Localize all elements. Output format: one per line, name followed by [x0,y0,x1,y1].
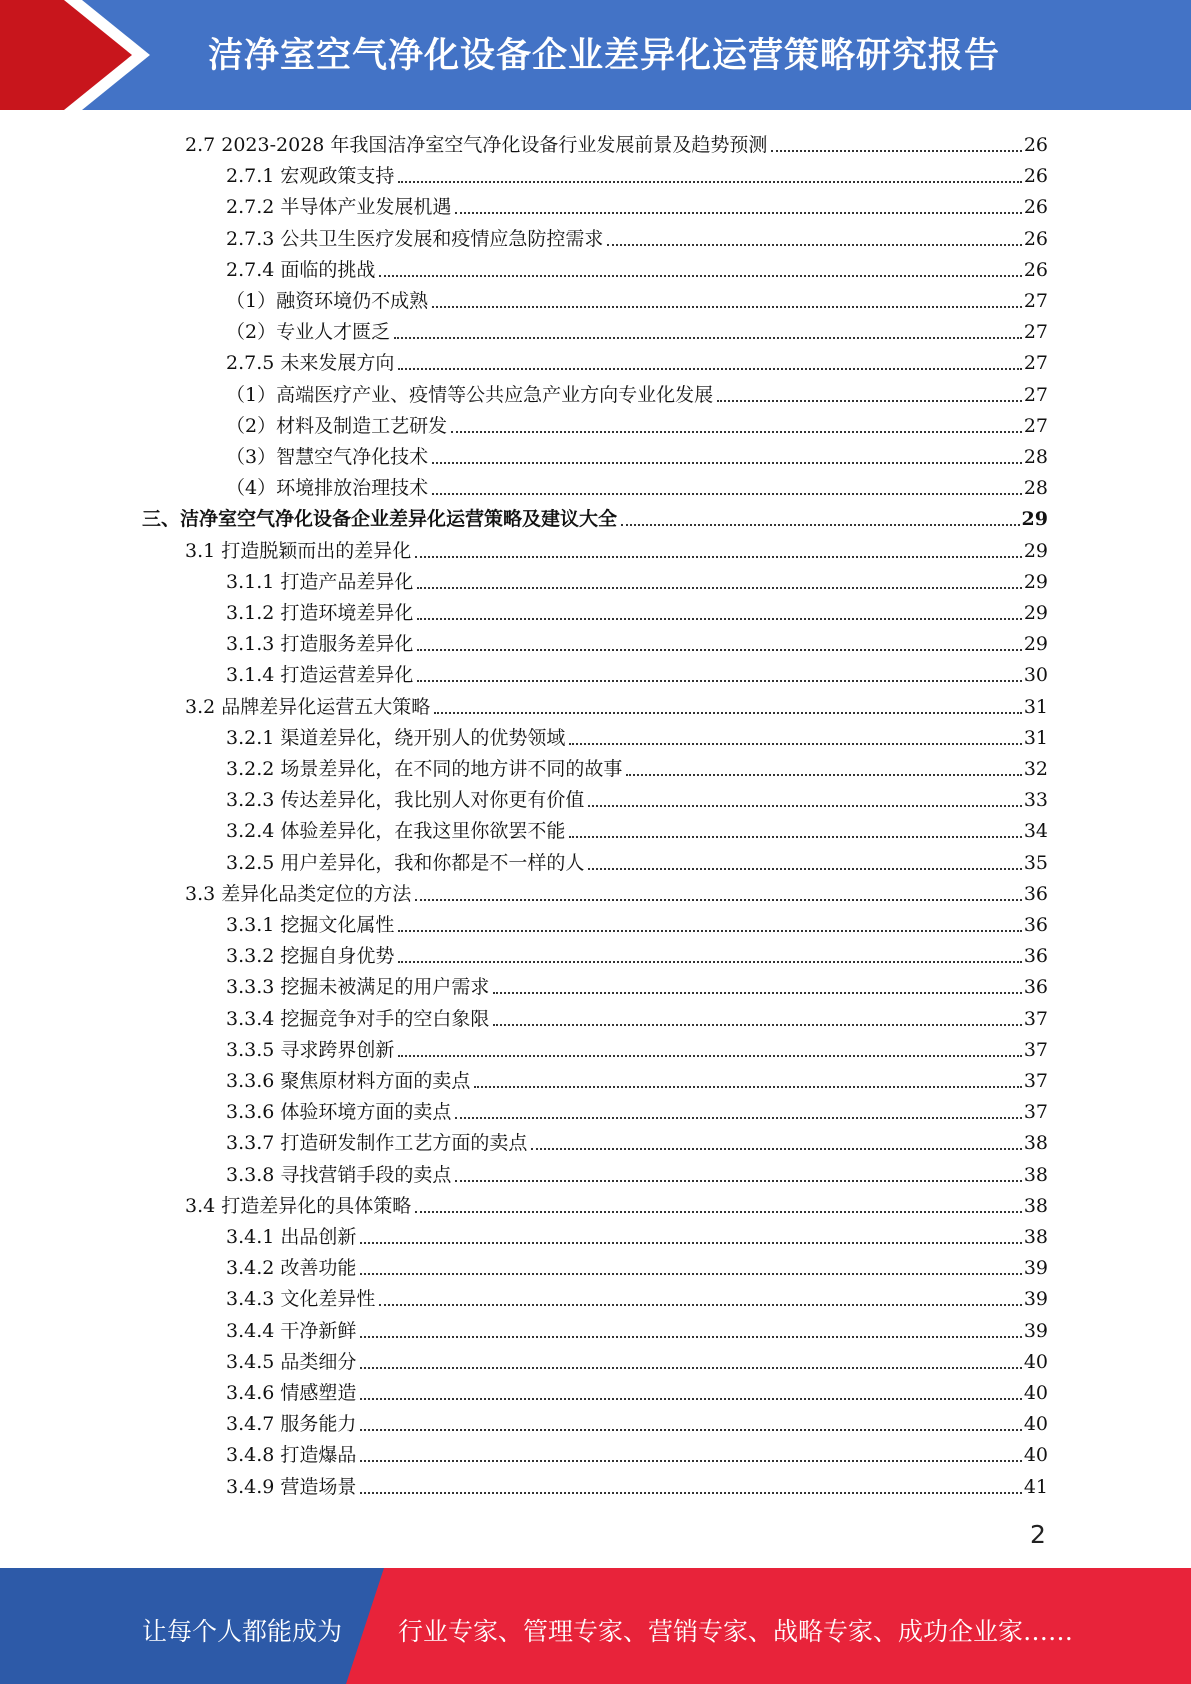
toc-dot-leader [398,960,1021,963]
toc-entry-page: 39 [1023,1288,1048,1311]
toc-entry-label: （2）材料及制造工艺研发 [226,414,448,437]
toc-entry-label: 3.4.8 打造爆品 [226,1444,357,1467]
toc-entry[interactable] [226,251,1048,282]
toc-entry[interactable] [226,1312,1048,1343]
toc-entry-label: 3.2.4 体验差异化，在我这里你欲罢不能 [226,820,566,843]
toc-entry-label: 三、洁净室空气净化设备企业差异化运营策略及建议大全 [142,508,618,531]
toc-entry-label: 3.3.1 挖掘文化属性 [226,914,395,936]
toc-entry[interactable] [226,1062,1048,1093]
toc-entry-label: （1）高端医疗产业、疫情等公共应急产业方向专业化发展 [226,383,714,406]
toc-entry-page: 29 [1023,570,1048,593]
toc-entry-label: 3.2 品牌差异化运营五大策略 [185,695,431,718]
toc-entry[interactable] [226,937,1048,968]
toc-entry[interactable] [226,220,1048,251]
toc-dot-leader [415,898,1022,901]
toc-entry-page: 29 [1021,508,1048,531]
toc-entry-label: 3.4.2 改善功能 [226,1257,357,1280]
toc-entry-page: 27 [1023,383,1048,406]
toc-entry[interactable] [226,157,1048,188]
toc-dot-leader [432,492,1022,495]
toc-entry-page: 38 [1023,1194,1048,1217]
toc-entry[interactable] [185,126,1048,157]
toc-entry-label: 2.7.5 未来发展方向 [226,352,395,375]
toc-entry-label: 3.3.3 挖掘未被满足的用户需求 [226,976,490,999]
toc-entry-page: 28 [1023,446,1048,468]
toc-entry-page: 40 [1023,1382,1048,1404]
toc-dot-leader [417,617,1021,620]
toc-dot-leader [432,305,1022,308]
toc-entry-label: 2.7 2023-2028 年我国洁净室空气净化设备行业发展前景及趋势预测 [185,134,768,156]
toc-dot-leader [379,1303,1021,1306]
toc-dot-leader [717,399,1022,402]
toc-entry[interactable] [226,376,1048,407]
toc-entry-page: 37 [1023,1101,1048,1124]
toc-dot-leader [607,243,1021,246]
toc-entry[interactable] [226,844,1048,875]
report-title: 洁净室空气净化设备企业差异化运营策略研究报告 [208,36,1001,76]
toc-entry-label: 3.4.3 文化差异性 [226,1288,376,1311]
toc-entry-label: 3.3.7 打造研发制作工艺方面的卖点 [226,1132,528,1155]
toc-entry[interactable] [226,1405,1048,1436]
toc-dot-leader [360,1335,1021,1338]
toc-dot-leader [398,1054,1021,1057]
toc-entry-page: 36 [1023,914,1048,936]
toc-entry[interactable] [226,750,1048,781]
toc-entry[interactable] [226,313,1048,344]
toc-entry-label: 3.1.3 打造服务差异化 [226,633,414,656]
toc-entry-page: 26 [1023,134,1048,156]
toc-dot-leader [360,1428,1021,1431]
toc-entry[interactable] [226,563,1048,594]
toc-entry-page: 27 [1023,414,1048,437]
toc-entry-page: 27 [1023,352,1048,375]
toc-entry-label: 3.2.2 场景差异化，在不同的地方讲不同的故事 [226,758,623,780]
toc-entry-label: （4）环境排放治理技术 [226,477,429,500]
toc-entry-label: 3.3.6 体验环境方面的卖点 [226,1101,452,1124]
toc-entry-label: （1）融资环境仍不成熟 [226,290,429,312]
toc-entry[interactable] [226,719,1048,750]
toc-dot-leader [417,648,1021,651]
toc-entry-label: 3.2.3 传达差异化，我比别人对你更有价值 [226,789,585,812]
toc-dot-leader [455,211,1021,214]
toc-entry-label: （3）智慧空气净化技术 [226,446,429,468]
toc-entry[interactable] [226,1093,1048,1124]
toc-entry-label: 3.4.4 干净新鲜 [226,1319,357,1342]
toc-dot-leader [451,430,1022,433]
toc-entry-page: 26 [1023,258,1048,281]
toc-entry-label: 3.3.4 挖掘竞争对手的空白象限 [226,1007,490,1030]
toc-entry-page: 31 [1023,726,1048,749]
toc-entry-label: 3.1.2 打造环境差异化 [226,602,414,624]
toc-entry-page: 27 [1023,321,1048,344]
toc-entry-page: 37 [1023,1038,1048,1061]
toc-entry-page: 26 [1023,196,1048,219]
toc-entry-page: 26 [1023,165,1048,188]
toc-entry[interactable] [226,1436,1048,1467]
toc-entry[interactable] [226,1156,1048,1187]
toc-entry-label: 3.3 差异化品类定位的方法 [185,882,412,905]
toc-entry-page: 32 [1023,758,1048,780]
toc-entry[interactable] [226,1218,1048,1249]
toc-entry-label: 3.3.8 寻找营销手段的卖点 [226,1163,452,1186]
toc-entry-page: 29 [1023,633,1048,656]
toc-dot-leader [771,149,1021,152]
toc-dot-leader [455,1116,1021,1119]
toc-entry-page: 28 [1023,477,1048,500]
toc-entry[interactable] [226,906,1048,937]
toc-dot-leader [569,835,1021,838]
toc-entry[interactable] [185,875,1048,906]
toc-entry-page: 36 [1023,945,1048,968]
toc-entry-label: （2）专业人才匮乏 [226,321,391,344]
toc-entry[interactable] [226,188,1048,219]
toc-dot-leader [398,367,1021,370]
toc-dot-leader [455,1179,1021,1182]
toc-entry[interactable] [226,1000,1048,1031]
toc-entry-label: 3.1 打造脱颖而出的差异化 [185,539,412,562]
toc-entry-page: 38 [1023,1132,1048,1155]
toc-entry-page: 30 [1023,664,1048,687]
toc-entry-label: 3.3.2 挖掘自身优势 [226,945,395,968]
toc-dot-leader [474,1085,1021,1088]
toc-entry[interactable] [226,282,1048,313]
toc-entry[interactable] [226,656,1048,687]
toc-entry-page: 38 [1023,1163,1048,1186]
toc-entry[interactable] [226,1468,1048,1499]
toc-entry[interactable] [226,1249,1048,1280]
toc-dot-leader [394,336,1022,339]
toc-entry-label: 3.3.6 聚焦原材料方面的卖点 [226,1070,471,1092]
toc-entry-label: 3.2.5 用户差异化，我和你都是不一样的人 [226,851,585,874]
toc-entry[interactable] [185,1187,1048,1218]
toc-dot-leader [398,929,1021,932]
footer-slogan: 让每个人都能成为 [142,1617,343,1646]
toc-entry[interactable] [185,688,1048,719]
toc-dot-leader [398,180,1021,183]
toc-entry[interactable] [226,625,1048,656]
toc-entry-label: 3.4 打造差异化的具体策略 [185,1194,412,1217]
toc-dot-leader [360,1491,1021,1494]
toc-entry-page: 40 [1023,1413,1048,1436]
toc-entry-label: 2.7.4 面临的挑战 [226,258,376,281]
toc-entry-page: 41 [1023,1475,1048,1498]
toc-entry-page: 36 [1023,976,1048,999]
toc-entry-label: 3.4.6 情感塑造 [226,1382,357,1404]
footer-band [0,1568,1191,1684]
toc-entry-label: 3.4.1 出品创新 [226,1226,357,1248]
toc-dot-leader [493,1023,1021,1026]
toc-entry-page: 31 [1023,695,1048,718]
toc-dot-leader [588,867,1021,870]
toc-entry-label: 3.4.5 品类细分 [226,1350,357,1373]
toc-dot-leader [493,991,1021,994]
toc-entry[interactable] [226,344,1048,375]
toc-dot-leader [360,1241,1021,1244]
toc-entry[interactable] [226,1343,1048,1374]
toc-entry-label: 3.4.7 服务能力 [226,1413,357,1436]
toc-entry-label: 3.3.5 寻求跨界创新 [226,1038,395,1061]
footer-roles: 行业专家、管理专家、营销专家、战略专家、成功企业家…… [398,1617,1074,1646]
toc-entry[interactable] [226,469,1048,500]
toc-entry-page: 40 [1023,1444,1048,1467]
toc-entry-label: 2.7.1 宏观政策支持 [226,165,395,188]
toc-dot-leader [360,1366,1021,1369]
page-number: 2 [1030,1520,1046,1549]
toc-entry[interactable] [226,812,1048,843]
toc-dot-leader [569,742,1021,745]
toc-entry-page: 36 [1023,882,1048,905]
toc-entry-label: 3.1.1 打造产品差异化 [226,570,414,593]
toc-entry-label: 2.7.2 半导体产业发展机遇 [226,196,452,219]
toc-dot-leader [360,1272,1021,1275]
toc-dot-leader [621,523,1020,526]
toc-entry-page: 34 [1023,820,1048,843]
toc-dot-leader [432,461,1022,464]
toc-dot-leader [417,586,1021,589]
toc-entry[interactable] [226,968,1048,999]
toc-entry-label: 3.1.4 打造运营差异化 [226,664,414,687]
toc-dot-leader [379,274,1021,277]
toc-entry-page: 27 [1023,290,1048,312]
toc-entry[interactable] [226,781,1048,812]
toc-dot-leader [360,1459,1021,1462]
toc-dot-leader [626,773,1021,776]
toc-entry[interactable] [226,1031,1048,1062]
toc-dot-leader [415,1210,1022,1213]
toc-dot-leader [360,1397,1021,1400]
toc-entry-page: 39 [1023,1257,1048,1280]
toc-entry-page: 35 [1023,851,1048,874]
toc-entry-page: 29 [1023,539,1048,562]
toc-entry-page: 39 [1023,1319,1048,1342]
toc-dot-leader [417,679,1021,682]
toc-entry[interactable] [226,594,1048,625]
toc-entry[interactable] [185,532,1048,563]
chevron-arrow-icon [0,0,160,110]
toc-entry-page: 38 [1023,1226,1048,1248]
toc-entry[interactable] [226,438,1048,469]
toc-entry-label: 3.2.1 渠道差异化，绕开别人的优势领域 [226,726,566,749]
toc-entry-page: 37 [1023,1070,1048,1092]
toc-entry-page: 37 [1023,1007,1048,1030]
toc-dot-leader [415,555,1022,558]
toc-entry[interactable] [226,1124,1048,1155]
header-band [0,0,1191,110]
toc-dot-leader [434,711,1022,714]
toc-entry-page: 40 [1023,1350,1048,1373]
toc-entry-page: 26 [1023,227,1048,250]
toc-entry[interactable] [226,1280,1048,1311]
toc-dot-leader [531,1147,1021,1150]
toc-entry-label: 2.7.3 公共卫生医疗发展和疫情应急防控需求 [226,227,604,250]
toc-entry-page: 33 [1023,789,1048,812]
toc-entry-page: 29 [1023,602,1048,624]
toc-entry[interactable] [226,407,1048,438]
toc-entry[interactable] [142,500,1048,531]
toc-dot-leader [588,804,1021,807]
toc-entry[interactable] [226,1374,1048,1405]
toc-entry-label: 3.4.9 营造场景 [226,1475,357,1498]
